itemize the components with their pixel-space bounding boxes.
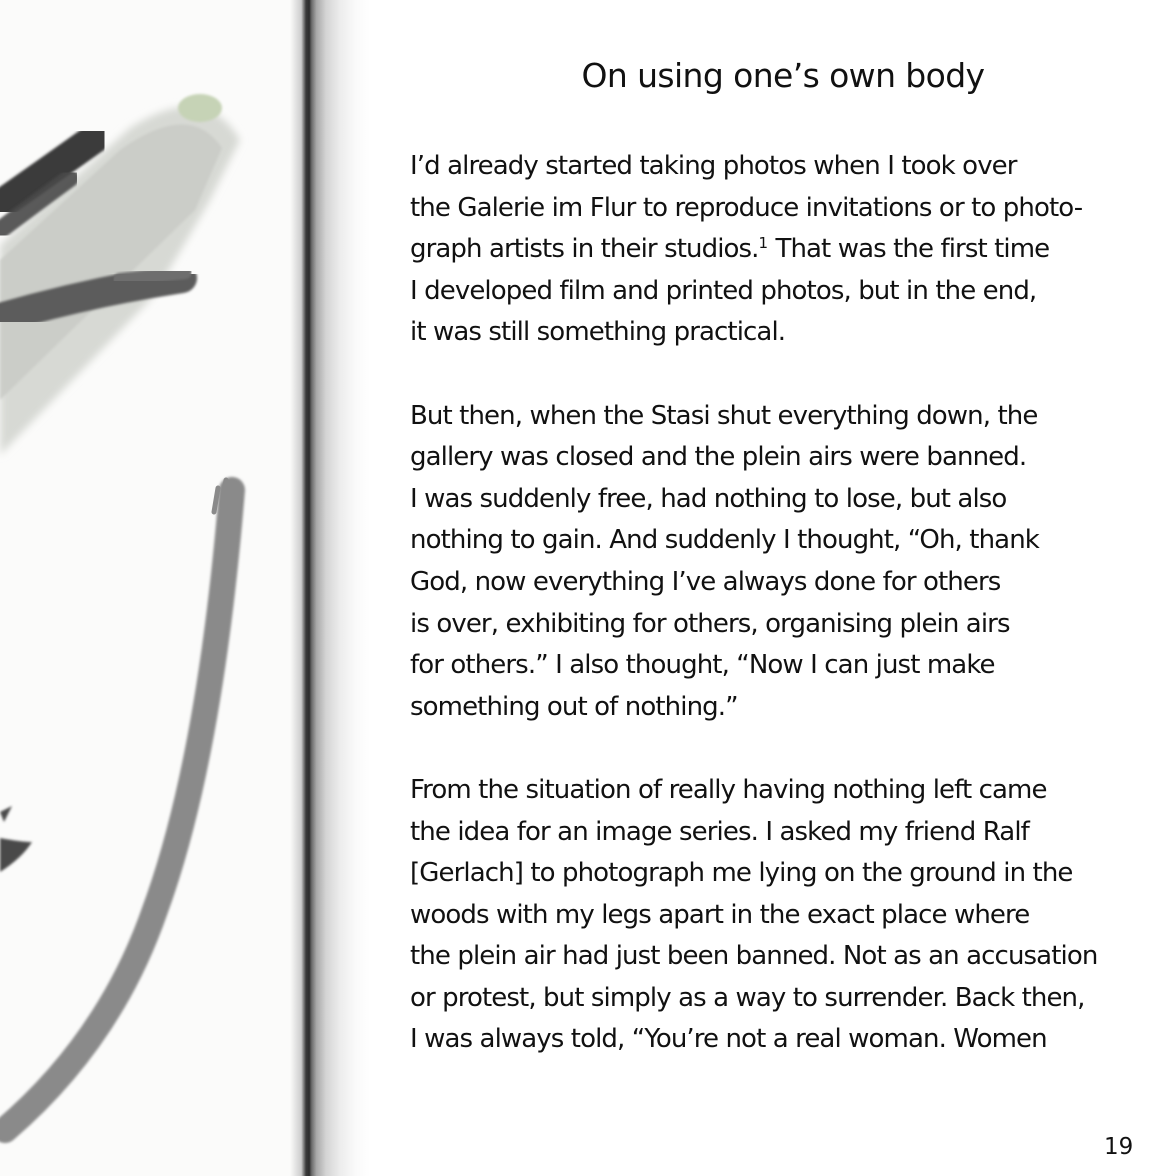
text-line: the Galerie im Flur to reproduce invitations or to photo- [410, 192, 1083, 223]
dark-ink-fragment [0, 806, 12, 822]
page-number: 19 [1104, 1134, 1134, 1160]
text-line: I was always told, “You’re not a real woman. Women [410, 1024, 1047, 1055]
text-line: God, now everything I’ve always done for others [410, 566, 1001, 597]
text-line: I was suddenly free, had nothing to lose, but also [410, 483, 1007, 514]
dark-ink-fragment-lower [0, 838, 32, 872]
mid-ink-stroke-tip [120, 272, 185, 280]
text-line: the idea for an image series. I asked my friend Ralf [410, 816, 1029, 847]
right-page [370, 0, 1176, 1176]
text-line: gallery was closed and the plein airs were banned. [410, 442, 1027, 473]
text-segment: That was the first time [768, 234, 1050, 265]
book-gutter-shadow [290, 0, 370, 1176]
text-line: it was still something practical. [410, 317, 786, 348]
ink-brush-strokes-icon [0, 0, 306, 1176]
paragraph-1 [410, 146, 1170, 354]
text-line: From the situation of really having nothing left came [410, 774, 1047, 805]
text-line: for others.” I also thought, “Now I can just make [410, 650, 995, 681]
paragraph-3 [410, 770, 1170, 1061]
footnote-marker[interactable]: 1 [758, 234, 769, 253]
text-line: But then, when the Stasi shut everything down, the [410, 400, 1038, 431]
long-ink-stroke [5, 490, 232, 1130]
text-line: is over, exhibiting for others, organising plein airs [410, 608, 1010, 639]
text-line: I’d already started taking photos when I took over [410, 151, 1017, 181]
paragraph-2 [410, 396, 1170, 729]
text-line: something out of nothing.” [410, 691, 738, 722]
body-text [410, 146, 1170, 1103]
green-tint-spot [178, 94, 222, 122]
text-line: or protest, but simply as a way to surrender. Back then, [410, 982, 1085, 1013]
text-line: the plein air had just been banned. Not as an accusation [410, 941, 1098, 972]
text-line: I developed film and printed photos, but in the end, [410, 275, 1037, 306]
text-segment: graph artists in their studios. [410, 234, 759, 265]
text-line [410, 229, 1170, 271]
text-line: nothing to gain. And suddenly I thought, “Oh, thank [410, 525, 1039, 556]
text-line: woods with my legs apart in the exact place where [410, 899, 1030, 930]
left-page-artwork [0, 0, 306, 1176]
page-title: On using one’s own body [581, 56, 985, 95]
text-line: [Gerlach] to photograph me lying on the ground in the [410, 858, 1073, 889]
